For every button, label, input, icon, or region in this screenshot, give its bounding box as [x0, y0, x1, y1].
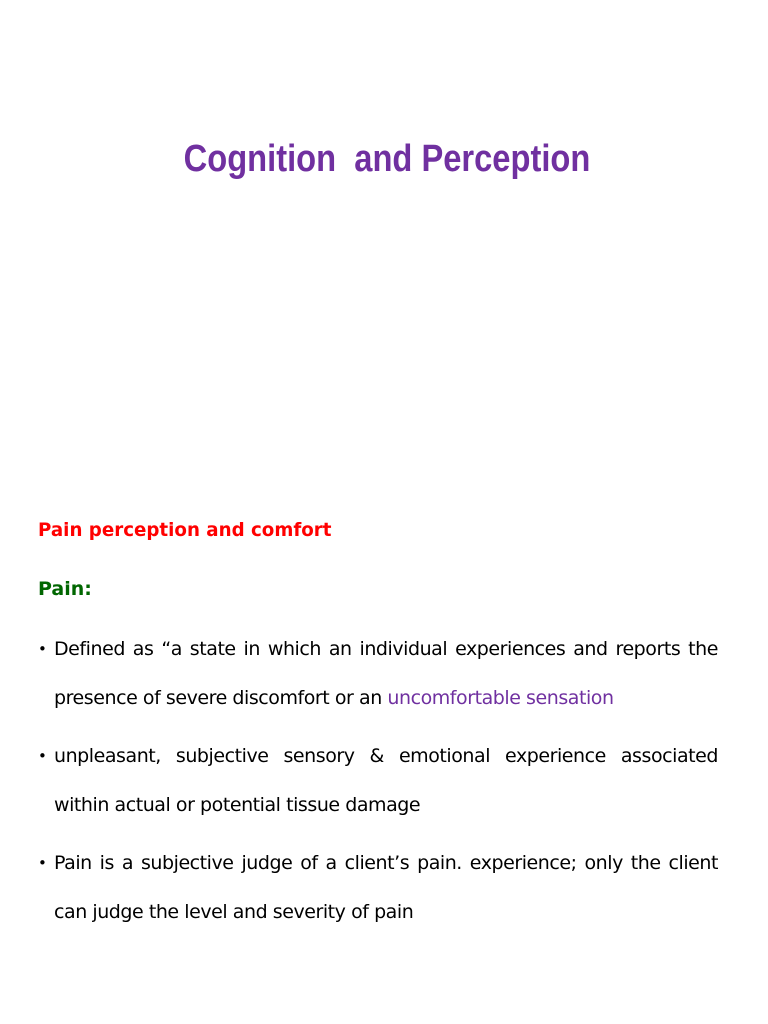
bullet-icon: •	[38, 640, 47, 658]
sub-heading: Pain:	[38, 578, 92, 600]
bullet-text: Defined as “a state in which an individual experiences and reports the presence of severe discomfort or an	[54, 638, 718, 709]
section-heading: Pain perception and comfort	[38, 519, 332, 541]
bullet-icon: •	[38, 747, 47, 765]
bullet-text: Pain is a subjective judge of a client’s pain. experience; only the client can judge the level and severity of pain	[54, 852, 718, 923]
bullet-item-experience	[38, 732, 718, 830]
bullet-item-definition	[38, 625, 718, 723]
bullet-list	[38, 625, 718, 946]
highlighted-phrase: uncomfortable sensation	[387, 687, 614, 709]
page-title: Cognition and Perception	[183, 138, 591, 180]
bullet-icon: •	[38, 854, 47, 872]
bullet-item-subjective	[38, 839, 718, 937]
bullet-text: unpleasant, subjective sensory & emotional experience associated within actual or potential tissue damage	[54, 745, 718, 816]
